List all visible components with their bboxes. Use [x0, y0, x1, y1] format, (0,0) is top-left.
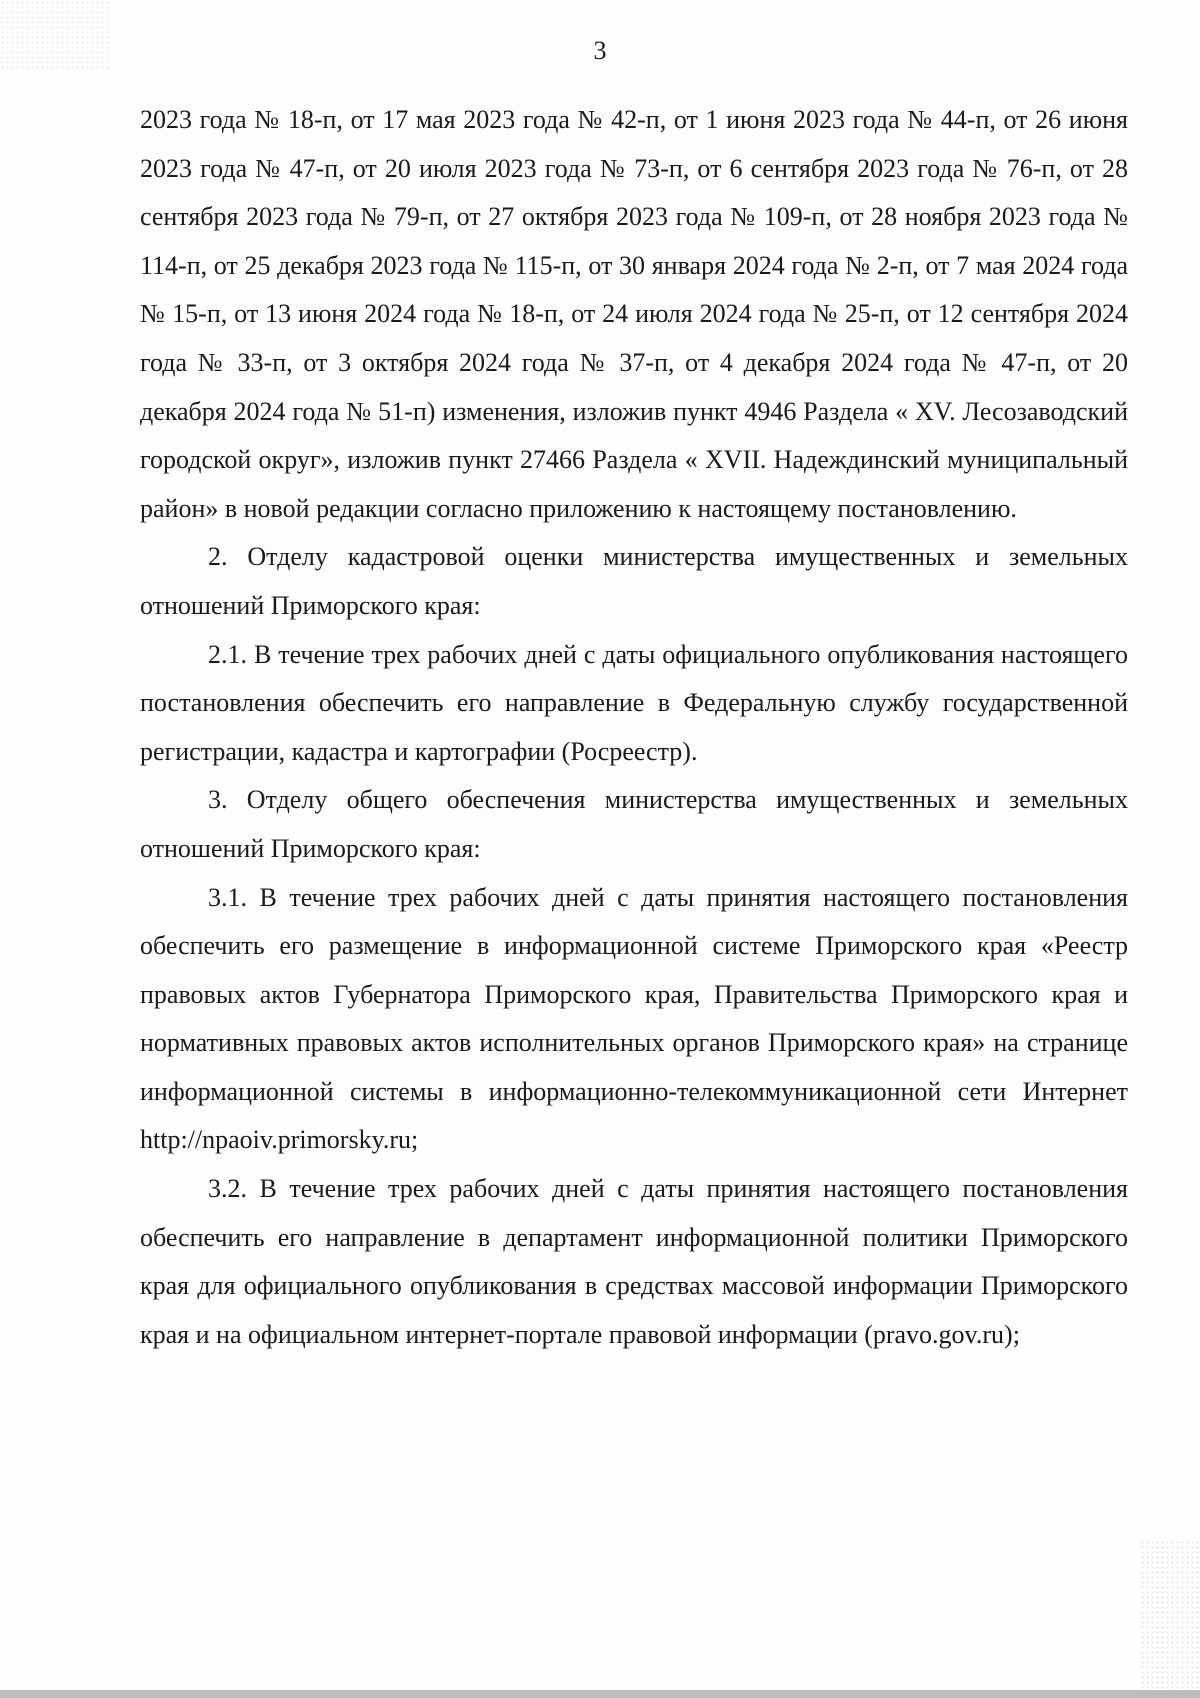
paragraph-item-3-1: 3.1. В течение трех рабочих дней с даты принятия настоящего постановления обеспечить его размещение в информационной системе Приморского края «Реестр правовых актов Губернатора Приморского края, Правительства Приморского края и нормативных правовых актов исполнительных органов Приморского края» на странице информационной системы в информационно-телекоммуникационной сети Интернет http://npaoiv.primorsky.ru; — [140, 882, 1128, 1155]
document-body — [140, 96, 1128, 1359]
scan-noise — [1140, 1540, 1200, 1690]
paragraph-item-3-2: 3.2. В течение трех рабочих дней с даты принятия настоящего постановления обеспечить его направление в департамент информационной политики Приморского края для официального опубликования в средствах массовой информации Приморского края и на официальном интернет-портале правовой информации (pravo.gov.ru); — [140, 1174, 1128, 1349]
page-number: 3 — [593, 36, 607, 65]
paragraph-item-3: 3. Отделу общего обеспечения министерства имущественных и земельных отношений Приморского края: — [140, 785, 1128, 863]
paragraph-item-2: 2. Отделу кадастровой оценки министерства имущественных и земельных отношений Приморского края: — [140, 542, 1128, 620]
paragraph-continuation: 2023 года № 18-п, от 17 мая 2023 года № 42-п, от 1 июня 2023 года № 44-п, от 26 июня 2023 года № 47-п, от 20 июля 2023 года № 73-п, от 6 сентября 2023 года № 76-п, от 28 сентября 2023 года № 79-п, от 27 октября 2023 года № 109-п, от 28 ноября 2023 года № 114-п, от 25 декабря 2023 года № 115-п, от 30 января 2024 года № 2-п, от 7 мая 2024 года № 15-п, от 13 июня 2024 года № 18-п, от 24 июля 2024 года № 25-п, от 12 сентября 2024 года № 33-п, от 3 октября 2024 года № 37-п, от 4 декабря 2024 года № 47-п, от 20 декабря 2024 года № 51-п) изменения, изложив пункт 4946 Раздела « XV. Лесозаводский городской округ», изложив пункт 27466 Раздела « XVII. Надеждинский муниципальный район» в новой редакции согласно приложению к настоящему постановлению. — [140, 105, 1128, 523]
scan-edge — [0, 1690, 1200, 1698]
paragraph-item-2-1: 2.1. В течение трех рабочих дней с даты официального опубликования настоящего постановления обеспечить его направление в Федеральную службу государственной регистрации, кадастра и картографии (Росреестр). — [140, 639, 1128, 766]
